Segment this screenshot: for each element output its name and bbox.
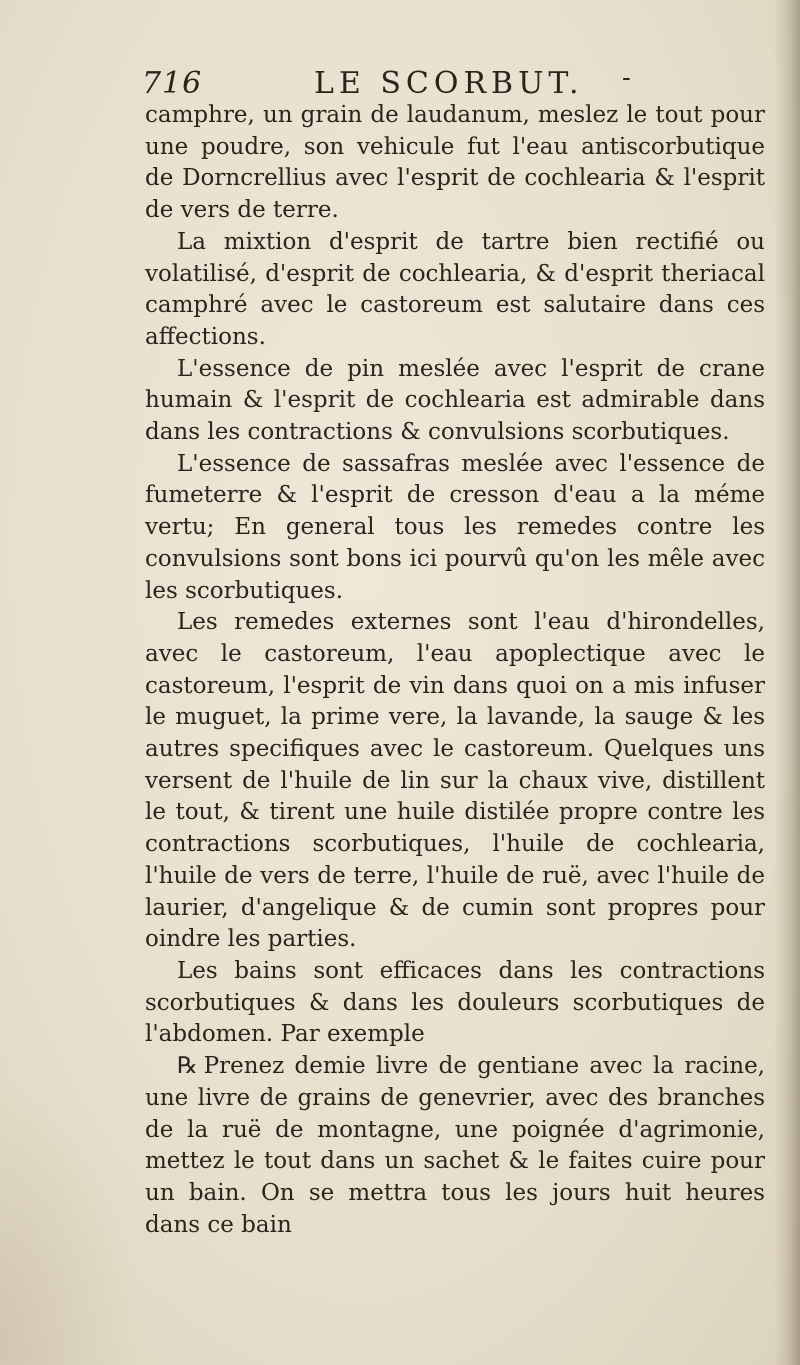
paragraph-5: Les remedes externes sont l'eau d'hirondelles, avec le castoreum, l'eau apoplectique avec le castoreum, l'esprit de vin dans quoi on a mis infuser le muguet, la prime vere, la lavande, la sauge & les autres specifiques avec le castoreum. Quelques uns versent de l'huile de lin sur la chaux vive, distillent le tout, & tirent une huile distilée propre contre les contractions scorbutiques, l'huile de cochlearia, l'huile de vers de terre, l'huile de ruë, avec l'huile de laurier, d'angelique & de cumin sont propres pour oindre les parties. xyxy=(145,609,765,953)
page-number: 716 xyxy=(142,66,203,101)
running-title: LE SCORBUT. xyxy=(314,66,584,101)
paragraph-7 xyxy=(145,1051,765,1241)
paragraph-4: L'essence de sassafras meslée avec l'essence de fumeterre & l'esprit de cresson d'eau a la méme vertu; En general tous les remedes contre les convulsions sont bons ici pourvû qu'on les mêle avec les scorbutiques. xyxy=(145,450,765,604)
paragraph-6: Les bains sont efficaces dans les contractions scorbutiques & dans les douleurs scorbutiques de l'abdomen. Par exemple xyxy=(145,957,765,1048)
paragraph-1: camphre, un grain de laudanum, meslez le tout pour une poudre, son vehicule fut l'eau antiscorbutique de Dorncrellius avec l'esprit de cochlearia & l'esprit de vers de terre. xyxy=(145,102,765,224)
paper-stain xyxy=(0,1080,140,1365)
paragraph-3: L'essence de pin meslée avec l'esprit de crane humain & l'esprit de cochlearia est admirable dans dans les contractions & convulsions scorbutiques. xyxy=(145,355,765,446)
recipe-text: Prenez demie livre de gentiane avec la racine, une livre de grains de genevrier, avec des branches de la ruë de montagne, une poignée d'agrimonie, mettez le tout dans un sachet & le faites cuire pour un bain. On se mettra tous les jours huit heures dans ce bain xyxy=(145,1053,765,1238)
page-body xyxy=(145,100,765,1241)
ink-mark: - xyxy=(622,63,636,93)
page-gutter-shadow xyxy=(774,0,800,1365)
paragraph-2: La mixtion d'esprit de tartre bien rectifié ou volatilisé, d'esprit de cochlearia, & d'esprit theriacal camphré avec le castoreum est salutaire dans ces affections. xyxy=(145,228,765,350)
recipe-symbol: ℞ xyxy=(177,1053,198,1080)
